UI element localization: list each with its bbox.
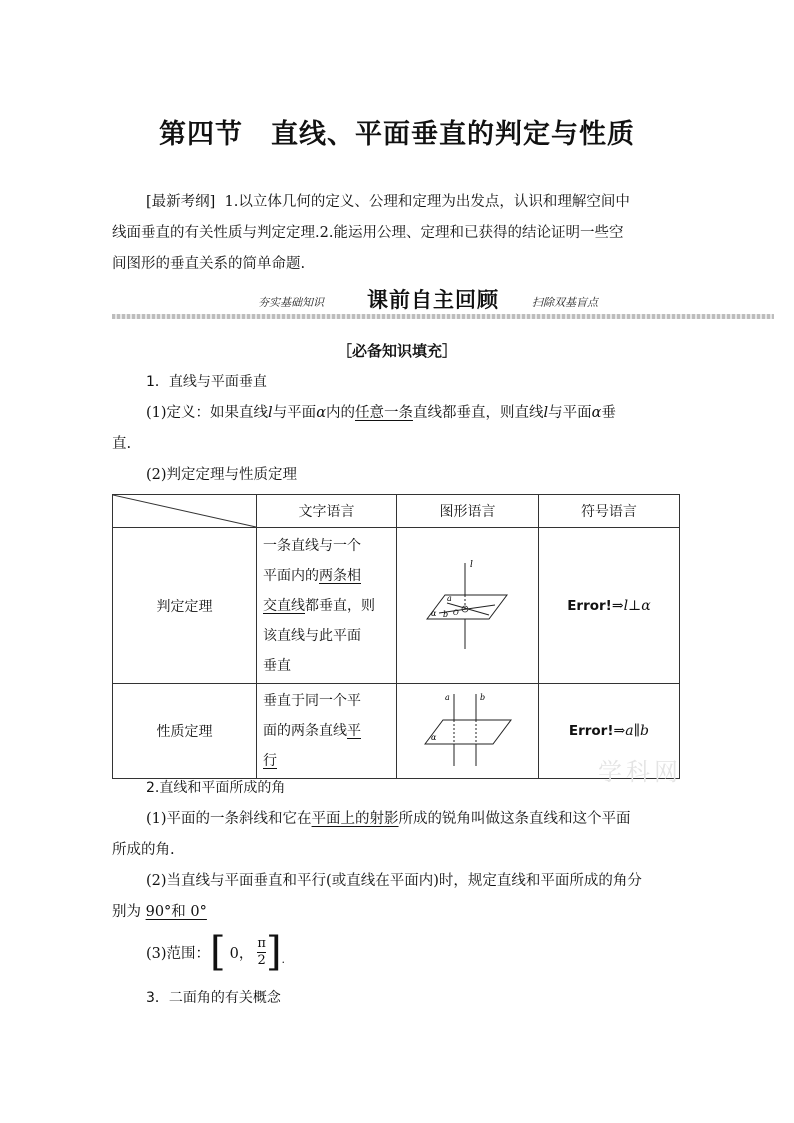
header-symbol-lang: 符号语言 xyxy=(538,495,679,528)
fraction-denominator: 2 xyxy=(257,952,266,968)
cell-blank: 行 xyxy=(263,753,277,769)
p1-blank: 平面上的射影 xyxy=(311,811,399,827)
p2-blank: 90°和 0° xyxy=(145,904,207,920)
item2-heading: 2.直线和平面所成的角 xyxy=(146,780,286,796)
outline-line-2: 线面垂直的有关性质与判定定理.2.能运用公理、定理和已获得的结论证明一些空 xyxy=(112,225,624,241)
def-alpha: α xyxy=(591,405,602,421)
cell-blank: 平 xyxy=(347,723,361,739)
text-language-cell xyxy=(257,684,397,779)
item2-p3 xyxy=(146,929,286,975)
cell-line xyxy=(263,561,390,591)
header-figure-lang: 图形语言 xyxy=(397,495,539,528)
fig-label-l: l xyxy=(470,559,474,570)
symbol-conclusion: ⇒l⊥α xyxy=(611,597,651,614)
def-l: l xyxy=(543,405,549,421)
item1-definition xyxy=(146,398,616,429)
item2-p1 xyxy=(146,804,631,835)
def-l: l xyxy=(268,405,273,421)
table-header-row xyxy=(113,495,680,528)
def-text: 与平面 xyxy=(548,405,592,421)
parallel-lines-diagram xyxy=(407,686,527,772)
p3-zero: 0， xyxy=(229,945,254,962)
def-text: 垂 xyxy=(601,405,616,421)
def-blank: 任意一条 xyxy=(354,405,413,421)
pi-over-2-fraction xyxy=(257,936,266,969)
def-alpha: α xyxy=(316,405,326,421)
fig-label-a: a xyxy=(445,693,451,702)
symbol-error: Error! xyxy=(568,723,614,739)
cell-text-span: 都垂直，则 xyxy=(305,597,375,614)
cell-text xyxy=(257,529,396,683)
item3-heading: 3．二面角的有关概念 xyxy=(146,990,281,1006)
def-text: 直线都垂直，则直线 xyxy=(412,405,544,421)
table-row xyxy=(113,684,680,779)
figure-cell xyxy=(397,684,539,779)
item2-p2-end xyxy=(112,897,207,928)
section-heading: ［必备知识填充］ xyxy=(336,342,457,360)
section-banner xyxy=(112,284,774,322)
symbol-cell xyxy=(538,528,679,684)
row-name-determination: 判定定理 xyxy=(113,528,257,684)
p2-text: 别为 xyxy=(112,904,141,920)
row-name-property: 性质定理 xyxy=(113,684,257,779)
table-row xyxy=(113,528,680,684)
def-text: 与平面 xyxy=(272,405,317,421)
cell-blank: 两条相 xyxy=(319,567,361,584)
outline-line-3: 间图形的垂直关系的简单命题. xyxy=(112,256,306,272)
diagonal-header-cell xyxy=(113,495,257,528)
outline-text-1: 1.以立体几何的定义、公理和定理为出发点，认识和理解空间中 xyxy=(224,194,630,210)
cell-line xyxy=(263,746,390,776)
item1-heading: 1．直线与平面垂直 xyxy=(146,374,267,390)
cell-line: 该直线与此平面 xyxy=(263,627,361,644)
fig-label-b: b xyxy=(443,609,449,619)
line-plane-perpendicular-diagram xyxy=(407,549,527,659)
watermark: 学科网 xyxy=(598,758,682,786)
cell-line: 垂直于同一个平 xyxy=(263,693,361,709)
cell-blank: 交直线 xyxy=(263,597,305,614)
cell-line: 垂直 xyxy=(263,657,291,674)
diagonal-line xyxy=(113,495,256,527)
banner-right-text: 扫除双基盲点 xyxy=(532,296,598,309)
theorem-table xyxy=(112,494,680,779)
p1-text: (1)平面的一条斜线和它在 xyxy=(146,811,312,827)
def-text: 内的 xyxy=(325,405,355,421)
def-text: (1)定义：如果直线 xyxy=(146,405,269,421)
cell-line xyxy=(263,591,390,621)
text-language-cell xyxy=(257,528,397,684)
page-title: 第四节 直线、平面垂直的判定与性质 xyxy=(159,119,635,150)
figure-cell xyxy=(397,528,539,684)
fig-label-b: b xyxy=(480,693,486,702)
outline-tag: [最新考纲] xyxy=(146,194,216,210)
cell-text xyxy=(257,684,396,778)
item1-sub2: (2)判定定理与性质定理 xyxy=(146,467,298,483)
item2-p1-end: 所成的角. xyxy=(112,842,175,858)
cell-line xyxy=(263,716,390,746)
cell-text-span: 平面内的 xyxy=(263,567,319,584)
cell-text-span: 面的两条直线 xyxy=(263,723,347,739)
left-bracket: [ xyxy=(210,929,226,975)
right-bracket: ] xyxy=(265,929,282,975)
fig-label-o: O xyxy=(453,608,460,617)
symbol-error: Error! xyxy=(567,597,612,614)
banner-left-text: 夯实基础知识 xyxy=(258,296,324,309)
header-text-lang: 文字语言 xyxy=(257,495,397,528)
symbol-conclusion: ⇒a∥b xyxy=(613,723,650,739)
banner-divider xyxy=(112,314,774,319)
fig-label-a: a xyxy=(447,593,453,603)
p3-end: . xyxy=(281,952,286,966)
cell-line: 一条直线与一个 xyxy=(263,537,361,554)
fraction-numerator: π xyxy=(257,935,266,951)
fig-label-alpha: α xyxy=(431,608,437,618)
p1-text: 所成的锐角叫做这条直线和这个平面 xyxy=(398,811,631,827)
fig-label-alpha: α xyxy=(431,733,437,742)
item1-definition-end: 直. xyxy=(112,436,132,452)
item2-p2: (2)当直线与平面垂直和平行(或直线在平面内)时，规定直线和平面所成的角分 xyxy=(146,873,642,889)
outline-line-1 xyxy=(146,187,686,218)
banner-title: 课前自主回顾 xyxy=(367,288,499,312)
p3-text: (3)范围： xyxy=(146,945,211,962)
